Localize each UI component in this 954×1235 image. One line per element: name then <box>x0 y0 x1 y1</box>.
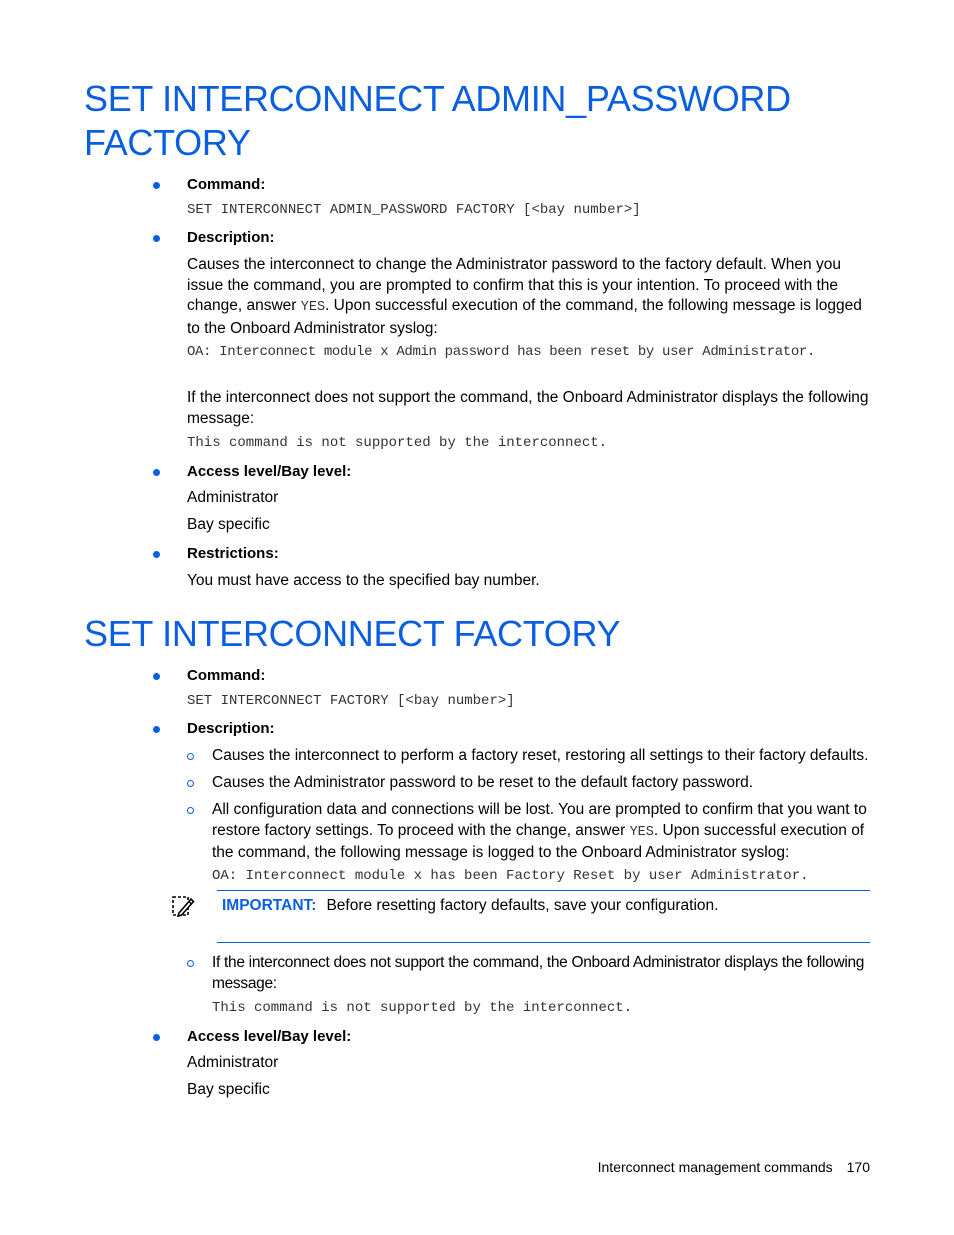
restrictions-text: You must have access to the specified bay number. <box>187 572 540 589</box>
unsupported-message: This command is not supported by the interconnect. <box>187 435 608 451</box>
access-level-value: Administrator <box>187 1054 279 1071</box>
log-message: OA: Interconnect module x Admin password has been reset by user Administrator. <box>187 344 816 360</box>
restrictions-label: Restrictions: <box>187 545 279 562</box>
bay-level-value: Bay specific <box>187 1081 270 1098</box>
command-label: Command: <box>187 667 266 684</box>
bullet-icon <box>151 544 163 564</box>
command-syntax: SET INTERCONNECT FACTORY [<bay number>] <box>187 693 515 709</box>
sub-bullet-icon <box>186 773 198 793</box>
inline-code: YES <box>629 824 654 840</box>
unsupported-message: This command is not supported by the interconnect. <box>212 1000 633 1016</box>
description-item-4: If the interconnect does not support the command, the Onboard Administrator displays the following message: <box>212 954 865 992</box>
access-level-value: Administrator <box>187 489 279 506</box>
footer-section: Interconnect management commands <box>597 1159 833 1175</box>
title-line-1: SET INTERCONNECT ADMIN_PASSWORD <box>84 78 791 119</box>
bullet-icon <box>151 228 163 248</box>
sub-bullet-icon <box>186 800 198 820</box>
page-number: 170 <box>846 1159 870 1175</box>
important-note <box>222 896 718 917</box>
important-top-rule <box>217 890 870 891</box>
sub-bullet-icon <box>186 953 198 973</box>
bullet-icon <box>151 462 163 482</box>
command-syntax: SET INTERCONNECT ADMIN_PASSWORD FACTORY [<bay number>] <box>187 202 641 218</box>
important-note-icon <box>171 894 195 918</box>
access-level-label: Access level/Bay level: <box>187 1028 352 1045</box>
sub-bullet-icon <box>186 746 198 766</box>
page-footer <box>598 1157 870 1178</box>
inline-code: YES <box>300 300 326 315</box>
description-item-1: Causes the interconnect to perform a factory reset, restoring all settings to their factory defaults. <box>212 747 869 764</box>
log-message: OA: Interconnect module x has been Factory Reset by user Administrator. <box>212 868 809 884</box>
access-level-label: Access level/Bay level: <box>187 463 352 480</box>
section-title-factory: SET INTERCONNECT FACTORY <box>84 613 621 654</box>
title-line-2: FACTORY <box>84 122 251 163</box>
section-title-admin-password-factory <box>84 77 884 165</box>
bullet-icon <box>151 175 163 195</box>
description-item-2: Causes the Administrator password to be reset to the default factory password. <box>212 774 754 791</box>
description-label: Description: <box>187 229 275 246</box>
command-label: Command: <box>187 176 266 193</box>
description-paragraph: Causes the interconnect to change the Administrator password to the factory default. When you issue the command, you are prompted to confirm that this is your intention. To proceed with the change, answer YES. Upon successful execution of the command, the following message is logged to the Onboard Administrator syslog: <box>187 256 862 337</box>
bay-level-value: Bay specific <box>187 516 270 533</box>
bullet-icon <box>151 1027 163 1047</box>
important-text: Before resetting factory defaults, save your configuration. <box>326 897 719 914</box>
important-bottom-rule <box>217 942 870 943</box>
bullet-icon <box>151 666 163 686</box>
description-item-3: All configuration data and connections will be lost. You are prompted to confirm that you want to restore factory settings. To proceed with the change, answer YES. Upon successful execution of the command, the following message is logged to the Onboard Administrator syslog: <box>212 801 867 861</box>
bullet-icon <box>151 719 163 739</box>
important-label: IMPORTANT: <box>222 897 317 914</box>
unsupported-paragraph: If the interconnect does not support the command, the Onboard Administrator displays the following message: <box>187 389 869 427</box>
description-label: Description: <box>187 720 275 737</box>
